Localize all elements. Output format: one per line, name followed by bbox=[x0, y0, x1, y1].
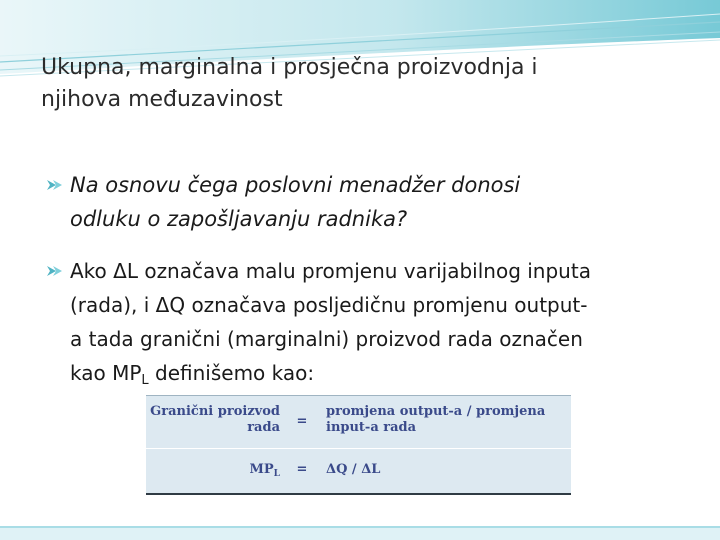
mpl-label: kao MP bbox=[70, 361, 142, 385]
slide-title-line-2: njihova međuzavinost bbox=[41, 87, 283, 112]
table-cell-formula: ΔQ / ΔL bbox=[326, 462, 381, 477]
table-cell-meaning-line-2: input-a rada bbox=[326, 420, 417, 435]
slide-title bbox=[41, 52, 681, 116]
bullet-definition bbox=[46, 254, 686, 398]
bullet-definition-line-3: a tada granični (marginalni) proizvod rada označen bbox=[70, 327, 583, 351]
teal-arrow-bullet-icon bbox=[46, 177, 64, 193]
table-cell-equals: = bbox=[296, 414, 308, 429]
table-row-divider bbox=[146, 448, 571, 449]
table-cell-equals-2: = bbox=[296, 462, 308, 477]
definition-table bbox=[146, 395, 571, 495]
teal-arrow-bullet-icon bbox=[46, 263, 64, 279]
table-cell-meaning-line-1: promjena output-a / promjena bbox=[326, 404, 546, 419]
bullet-definition-line-4 bbox=[46, 356, 686, 398]
table-cell-term bbox=[146, 404, 280, 436]
table-cell-term-line-1: Granični proizvod bbox=[150, 404, 280, 419]
table-symbol-mp: MP bbox=[249, 462, 274, 477]
slide-title-line-1: Ukupna, marginalna i prosječna proizvodnja i bbox=[41, 55, 538, 80]
bullet-question bbox=[46, 168, 686, 236]
bullet-question-line-2: odluku o zapošljavanju radnika? bbox=[70, 207, 408, 231]
bullet-definition-line-4-end: definišemo kao: bbox=[148, 361, 315, 385]
bullet-question-line-1: Na osnovu čega poslovni menadžer donosi bbox=[70, 173, 521, 197]
table-symbol-subscript: L bbox=[273, 469, 280, 479]
mpl-subscript: L bbox=[141, 373, 149, 388]
bullet-definition-line-1: Ako ΔL označava malu promjenu varijabilnog inputa bbox=[70, 259, 591, 283]
table-cell-symbol bbox=[146, 462, 280, 482]
table-cell-meaning bbox=[326, 404, 566, 436]
table-cell-term-line-2: rada bbox=[247, 420, 280, 435]
bullet-definition-line-2: (rada), i ΔQ označava posljedičnu promjenu output- bbox=[70, 293, 588, 317]
footer-decoration bbox=[0, 526, 720, 540]
